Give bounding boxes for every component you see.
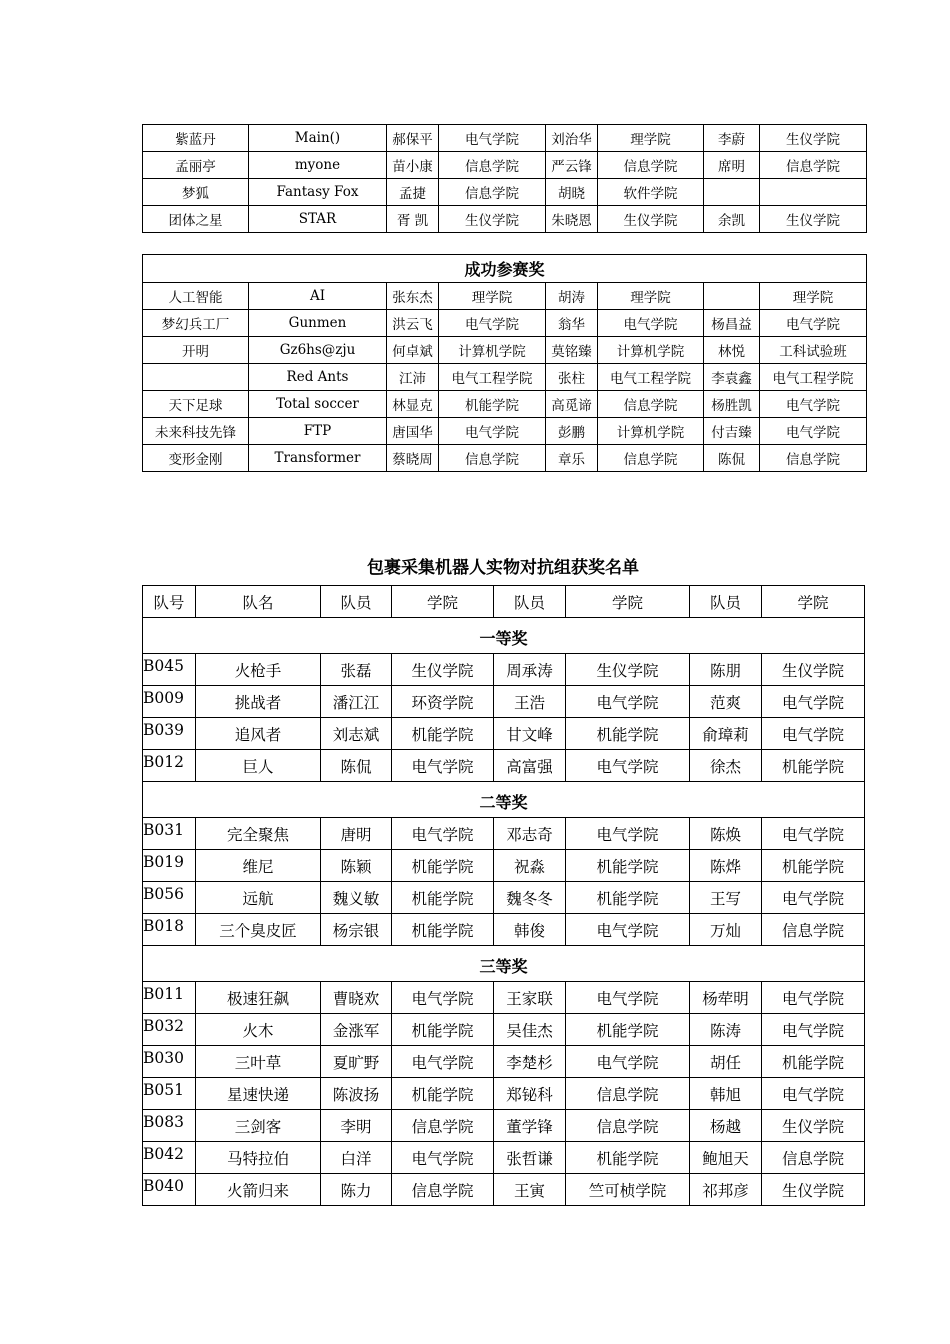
table-row [143, 1142, 865, 1174]
table-cell: 陈侃 [704, 445, 760, 472]
table-cell: 陈烨 [690, 850, 762, 882]
prize-group-title: 二等奖 [143, 782, 865, 818]
table-cell: 竺可桢学院 [566, 1174, 690, 1206]
table-cell: 挑战者 [196, 686, 321, 718]
table-cell: 电气学院 [566, 914, 690, 946]
table-cell: 鲍旭天 [690, 1142, 762, 1174]
table-cell: 电气学院 [439, 418, 546, 445]
table-cell: 完全聚焦 [196, 818, 321, 850]
table-row [143, 818, 865, 850]
table-cell: 王写 [690, 882, 762, 914]
table-cell: 生仪学院 [392, 654, 494, 686]
table-cell: 电气学院 [392, 818, 494, 850]
table-cell: 信息学院 [566, 1110, 690, 1142]
table-cell: 电气学院 [392, 750, 494, 782]
table-cell: 苗小康 [387, 152, 439, 179]
table-cell: Total soccer [249, 391, 387, 418]
prize-group-title: 三等奖 [143, 946, 865, 982]
table-cell: 韩俊 [494, 914, 566, 946]
table-cell: 彭鹏 [546, 418, 598, 445]
table-cell: 电气学院 [762, 1078, 865, 1110]
table-cell: 信息学院 [598, 445, 704, 472]
table-cell: 李蔚 [704, 125, 760, 152]
column-header: 队员 [321, 586, 392, 618]
table-cell: 电气学院 [760, 418, 867, 445]
table-cell: 计算机学院 [598, 337, 704, 364]
team-id-cell: B056 [143, 882, 196, 914]
table-cell: 理学院 [439, 283, 546, 310]
table-cell: 李楚杉 [494, 1046, 566, 1078]
table-cell: 韩旭 [690, 1078, 762, 1110]
team-id-cell: B042 [143, 1142, 196, 1174]
table-row [143, 1046, 865, 1078]
table-cell: 火枪手 [196, 654, 321, 686]
table-row [143, 206, 867, 233]
team-id-cell: B030 [143, 1046, 196, 1078]
table-cell: 严云锋 [546, 152, 598, 179]
table-cell: 范爽 [690, 686, 762, 718]
team-id-cell: B031 [143, 818, 196, 850]
table-cell: 追风者 [196, 718, 321, 750]
table-cell: 王家联 [494, 982, 566, 1014]
table-cell: 梦狐 [143, 179, 249, 206]
table-cell: 杨胜凯 [704, 391, 760, 418]
participation-award-table [142, 254, 867, 472]
table-row [143, 337, 867, 364]
team-id-cell: B018 [143, 914, 196, 946]
team-id-cell: B083 [143, 1110, 196, 1142]
table-cell: 生仪学院 [760, 206, 867, 233]
table-cell: Fantasy Fox [249, 179, 387, 206]
table-row [143, 1078, 865, 1110]
table-cell: 魏冬冬 [494, 882, 566, 914]
table-cell: 魏义敏 [321, 882, 392, 914]
table-cell: 工科试验班 [760, 337, 867, 364]
table-cell: 维尼 [196, 850, 321, 882]
prize-group-row [143, 618, 865, 654]
table-cell: 软件学院 [598, 179, 704, 206]
table-cell: 信息学院 [598, 152, 704, 179]
table-cell: 翁华 [546, 310, 598, 337]
table-cell: Transformer [249, 445, 387, 472]
table-cell: 电气学院 [439, 125, 546, 152]
table-cell: 陈侃 [321, 750, 392, 782]
table-cell: 席明 [704, 152, 760, 179]
table-cell: 信息学院 [439, 152, 546, 179]
table-cell: 生仪学院 [760, 125, 867, 152]
table-cell: 电气学院 [392, 982, 494, 1014]
column-header: 队名 [196, 586, 321, 618]
table-cell: 胡任 [690, 1046, 762, 1078]
table-cell: 信息学院 [762, 914, 865, 946]
table-cell: 徐杰 [690, 750, 762, 782]
table-cell: 电气工程学院 [598, 364, 704, 391]
table-cell: 电气学院 [762, 982, 865, 1014]
table-cell: STAR [249, 206, 387, 233]
table-cell: 机能学院 [566, 1142, 690, 1174]
table-cell: 信息学院 [760, 152, 867, 179]
team-id-cell: B039 [143, 718, 196, 750]
table-cell: 何卓斌 [387, 337, 439, 364]
table-cell: 电气学院 [566, 818, 690, 850]
table-cell: 杨荦明 [690, 982, 762, 1014]
table-cell: 马特拉伯 [196, 1142, 321, 1174]
table-cell: 信息学院 [392, 1110, 494, 1142]
table-cell: 邓志奇 [494, 818, 566, 850]
table-cell: 机能学院 [566, 718, 690, 750]
table-cell [704, 283, 760, 310]
table-cell: 极速狂飙 [196, 982, 321, 1014]
table-cell: 信息学院 [566, 1078, 690, 1110]
table-cell: 信息学院 [762, 1142, 865, 1174]
table-cell: 江沛 [387, 364, 439, 391]
table-cell: 胥 凯 [387, 206, 439, 233]
table-cell: 电气学院 [762, 686, 865, 718]
table-cell: Gz6hs@zju [249, 337, 387, 364]
table-row [143, 1174, 865, 1206]
table-cell: 洪云飞 [387, 310, 439, 337]
robot-contest-heading: 包裹采集机器人实物对抗组获奖名单 [367, 558, 639, 578]
table-cell: 紫蓝丹 [143, 125, 249, 152]
table-cell: 生仪学院 [598, 206, 704, 233]
table-cell: Main() [249, 125, 387, 152]
table-row [143, 882, 865, 914]
table-cell: 远航 [196, 882, 321, 914]
table-row [143, 914, 865, 946]
table-cell: 信息学院 [392, 1174, 494, 1206]
table-cell: 人工智能 [143, 283, 249, 310]
table-cell: 董学锋 [494, 1110, 566, 1142]
table-cell: 开明 [143, 337, 249, 364]
table-cell: 电气学院 [762, 818, 865, 850]
table-cell: 电气工程学院 [760, 364, 867, 391]
column-header: 队员 [494, 586, 566, 618]
table-cell: 信息学院 [439, 445, 546, 472]
table-cell: 李袁鑫 [704, 364, 760, 391]
table-cell: 王寅 [494, 1174, 566, 1206]
prize-group-title: 一等奖 [143, 618, 865, 654]
table-cell: 张磊 [321, 654, 392, 686]
table-cell: 机能学院 [566, 850, 690, 882]
table-cell: 陈涛 [690, 1014, 762, 1046]
table-cell: 张东杰 [387, 283, 439, 310]
team-id-cell: B032 [143, 1014, 196, 1046]
table-cell: 理学院 [598, 283, 704, 310]
table-cell: 未来科技先锋 [143, 418, 249, 445]
table-cell: 陈波扬 [321, 1078, 392, 1110]
team-id-cell: B012 [143, 750, 196, 782]
table-cell: AI [249, 283, 387, 310]
table-cell: 电气学院 [760, 310, 867, 337]
table-cell: 章乐 [546, 445, 598, 472]
table-cell: 刘志斌 [321, 718, 392, 750]
table-cell: 火箭归来 [196, 1174, 321, 1206]
table-cell: 李明 [321, 1110, 392, 1142]
table-cell: 吴佳杰 [494, 1014, 566, 1046]
table-cell: 电气学院 [566, 1046, 690, 1078]
table-cell: 电气学院 [392, 1142, 494, 1174]
table-cell: 机能学院 [392, 914, 494, 946]
table-cell: 蔡晓周 [387, 445, 439, 472]
table-row [143, 654, 865, 686]
table-row [143, 310, 867, 337]
table-cell: 变形金刚 [143, 445, 249, 472]
table-cell: 金涨军 [321, 1014, 392, 1046]
table-cell: 三叶草 [196, 1046, 321, 1078]
table-cell: 高富强 [494, 750, 566, 782]
table-cell: 机能学院 [566, 882, 690, 914]
table-cell: 付吉臻 [704, 418, 760, 445]
table-cell: 陈力 [321, 1174, 392, 1206]
table-cell: 郑铋科 [494, 1078, 566, 1110]
table-cell: 生仪学院 [762, 1110, 865, 1142]
table-cell: 电气学院 [762, 718, 865, 750]
table-cell: 三个臭皮匠 [196, 914, 321, 946]
robot-contest-award-table [142, 585, 865, 1206]
table-cell: 朱晓恩 [546, 206, 598, 233]
table-header-row [143, 586, 865, 618]
table-row [143, 1014, 865, 1046]
table-cell: 机能学院 [392, 718, 494, 750]
table-cell: 电气学院 [566, 982, 690, 1014]
table-cell: 郝保平 [387, 125, 439, 152]
table-cell: 杨宗银 [321, 914, 392, 946]
table-cell: 潘江江 [321, 686, 392, 718]
table-cell: 电气学院 [760, 391, 867, 418]
column-header: 学院 [392, 586, 494, 618]
table-cell: 计算机学院 [598, 418, 704, 445]
table-cell: 电气学院 [439, 310, 546, 337]
table-cell: 张哲谦 [494, 1142, 566, 1174]
table-cell: 电气学院 [566, 686, 690, 718]
table-row [143, 982, 865, 1014]
table-cell: 祁邦彦 [690, 1174, 762, 1206]
column-header: 学院 [762, 586, 865, 618]
table-cell: 胡晓 [546, 179, 598, 206]
table-cell: 梦幻兵工厂 [143, 310, 249, 337]
table-row [143, 850, 865, 882]
table-cell: 火木 [196, 1014, 321, 1046]
table-cell: 唐明 [321, 818, 392, 850]
prize-group-row [143, 782, 865, 818]
table-cell: 电气学院 [392, 1046, 494, 1078]
table-row [143, 152, 867, 179]
table-cell: 机能学院 [392, 1014, 494, 1046]
table-cell: 机能学院 [762, 1046, 865, 1078]
table-cell [704, 179, 760, 206]
table-cell: 环资学院 [392, 686, 494, 718]
table-row [143, 418, 867, 445]
table-cell: 周承涛 [494, 654, 566, 686]
table-cell [760, 179, 867, 206]
table-row [143, 364, 867, 391]
table-cell: 信息学院 [760, 445, 867, 472]
table-row [143, 750, 865, 782]
table-cell: 夏旷野 [321, 1046, 392, 1078]
table-cell: 刘治华 [546, 125, 598, 152]
column-header: 学院 [566, 586, 690, 618]
team-id-cell: B045 [143, 654, 196, 686]
team-id-cell: B009 [143, 686, 196, 718]
table-cell: 生仪学院 [762, 654, 865, 686]
table-cell: 孟丽亭 [143, 152, 249, 179]
table-cell: 陈焕 [690, 818, 762, 850]
table-cell: Gunmen [249, 310, 387, 337]
table-cell: FTP [249, 418, 387, 445]
table-cell: 陈朋 [690, 654, 762, 686]
table-cell: 杨越 [690, 1110, 762, 1142]
table-cell: 电气学院 [598, 310, 704, 337]
table-cell: 万灿 [690, 914, 762, 946]
table-cell: 生仪学院 [439, 206, 546, 233]
table-cell: 生仪学院 [566, 654, 690, 686]
table-cell: 机能学院 [392, 850, 494, 882]
prize-group-row [143, 946, 865, 982]
table-cell: 信息学院 [598, 391, 704, 418]
table-cell: 胡涛 [546, 283, 598, 310]
table-cell: 团体之星 [143, 206, 249, 233]
table-cell: 林显克 [387, 391, 439, 418]
team-id-cell: B019 [143, 850, 196, 882]
table-cell: 张柱 [546, 364, 598, 391]
table-cell: 计算机学院 [439, 337, 546, 364]
table-row [143, 391, 867, 418]
table-cell: 电气学院 [566, 750, 690, 782]
table-cell: 机能学院 [762, 750, 865, 782]
table-cell: 余凯 [704, 206, 760, 233]
team-id-cell: B051 [143, 1078, 196, 1110]
table-cell: 俞璋莉 [690, 718, 762, 750]
table-row [143, 718, 865, 750]
column-header: 队员 [690, 586, 762, 618]
table-cell: 电气学院 [762, 882, 865, 914]
table-row [143, 686, 865, 718]
table-row [143, 125, 867, 152]
table-cell: myone [249, 152, 387, 179]
table-cell: 生仪学院 [762, 1174, 865, 1206]
table-row [143, 1110, 865, 1142]
table-cell [143, 364, 249, 391]
table-cell: Red Ants [249, 364, 387, 391]
table-cell: 星速快递 [196, 1078, 321, 1110]
column-header: 队号 [143, 586, 196, 618]
table-cell: 机能学院 [392, 882, 494, 914]
table-cell: 天下足球 [143, 391, 249, 418]
table-cell: 曹晓欢 [321, 982, 392, 1014]
table-cell: 高觅谛 [546, 391, 598, 418]
table-cell: 莫铭臻 [546, 337, 598, 364]
team-id-cell: B011 [143, 982, 196, 1014]
table-cell: 白洋 [321, 1142, 392, 1174]
table-cell: 信息学院 [439, 179, 546, 206]
award-table-continued [142, 124, 867, 233]
table-row [143, 445, 867, 472]
table-cell: 巨人 [196, 750, 321, 782]
table-cell: 王浩 [494, 686, 566, 718]
table-cell: 电气学院 [762, 1014, 865, 1046]
table-cell: 陈颖 [321, 850, 392, 882]
table-cell: 理学院 [760, 283, 867, 310]
table-cell: 甘文峰 [494, 718, 566, 750]
team-id-cell: B040 [143, 1174, 196, 1206]
table-cell: 唐国华 [387, 418, 439, 445]
table-row [143, 179, 867, 206]
table-cell: 电气工程学院 [439, 364, 546, 391]
table-cell: 祝淼 [494, 850, 566, 882]
table-cell: 杨昌益 [704, 310, 760, 337]
table-cell: 机能学院 [566, 1014, 690, 1046]
table-cell: 孟捷 [387, 179, 439, 206]
table-cell: 机能学院 [392, 1078, 494, 1110]
table-cell: 林悦 [704, 337, 760, 364]
table-row [143, 283, 867, 310]
table-cell: 理学院 [598, 125, 704, 152]
participation-award-title: 成功参赛奖 [143, 255, 867, 283]
table-cell: 三剑客 [196, 1110, 321, 1142]
table-cell: 机能学院 [762, 850, 865, 882]
table-cell: 机能学院 [439, 391, 546, 418]
